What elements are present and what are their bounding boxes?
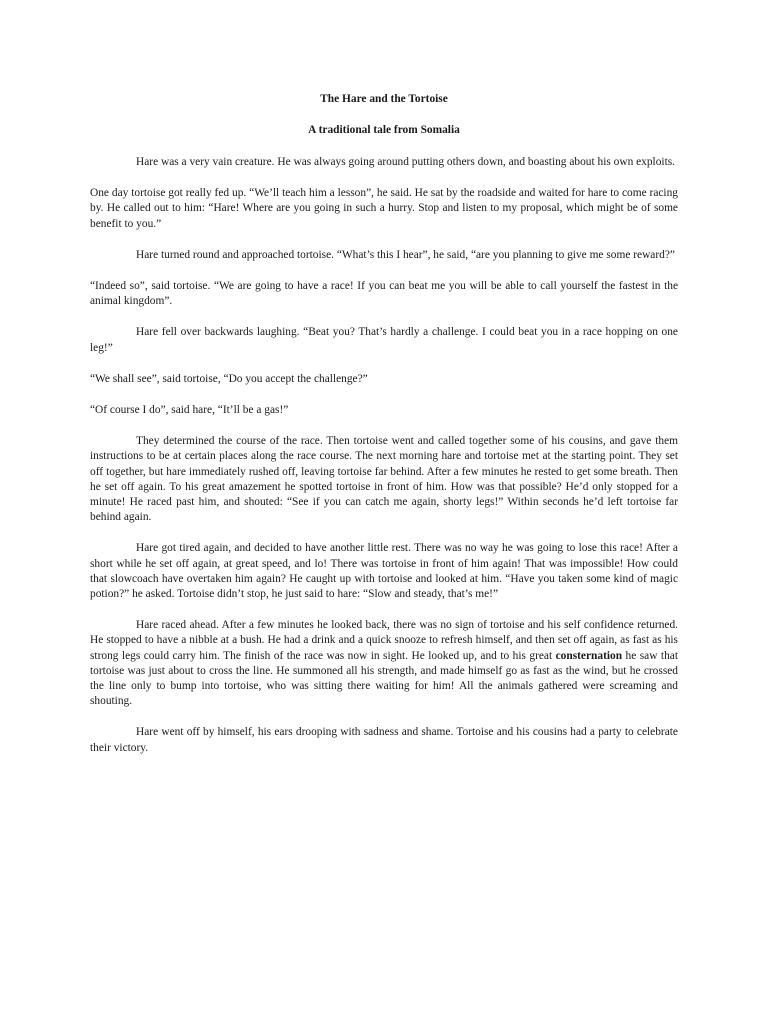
paragraph-1: Hare was a very vain creature. He was always going around putting others down, and boasting about his own exploits. <box>136 156 676 168</box>
paragraph-5: Hare fell over backwards laughing. “Beat you? That’s hardly a challenge. I could beat you in a race hopping on one leg!” <box>90 326 678 354</box>
document-title: The Hare and the Tortoise <box>320 93 448 105</box>
paragraph-7: “Of course I do”, said hare, “It’ll be a gas!” <box>90 404 289 417</box>
document-subtitle: A traditional tale from Somalia <box>308 124 460 136</box>
paragraph-8: They determined the course of the race. Then tortoise went and called together some of his cousins, and gave them instructions to be at certain places along the race course. The next morning hare and tortoise met at the starting point. They set off together, but hare immediately rushed off, leaving tortoise far behind. After a few minutes he rested to get some breath. Then he set off again. To his great amazement he spotted tortoise in front of him. How was that possible? He’d only stopped for a minute! He raced past him, and shouted: “See if you can catch me again, shorty legs!” Within seconds he’d left tortoise far behind again. <box>90 435 678 524</box>
paragraph-10-part-1: Hare raced ahead. After a few minutes he looked back, there was no sign of tortoise and his self confidence returned. He stopped to have a nibble at a bush. He had a drink and a quick snooze to refresh himself, and then set off again, as fast as his strong legs could carry him. The finish of the race was now in sight. He looked up, and to his great <box>90 619 678 662</box>
paragraph-2: One day tortoise got really fed up. “We’ll teach him a lesson”, he said. He sat by the roadside and waited for hare to come racing by. He called out to him: “Hare! Where are you going in such a hurry. Stop and listen to my proposal, which might be of some benefit to you.” <box>90 187 678 230</box>
paragraph-3: Hare turned round and approached tortoise. “What’s this I hear”, he said, “are you planning to give me some reward?” <box>136 248 675 261</box>
paragraph-10-part-2: he saw that tortoise was just about to cross the line. He summoned all his strength, and made himself go as fast as the wind, but he crossed the line only to bump into tortoise, who was sitting there waiting for him! All the animals gathered were screaming and shouting. <box>90 649 678 708</box>
paragraph-10 <box>90 618 678 709</box>
paragraph-9: Hare got tired again, and decided to have another little rest. There was no way he was going to lose this race! After a short while he set off again, at great speed, and lo! There was tortoise in front of him again! That was impossible! How could that slowcoach have overtaken him again? He caught up with tortoise and looked at him. “Have you taken some kind of magic potion?” he asked. Tortoise didn’t stop, he just said to hare: “Slow and steady, that’s me!” <box>90 542 678 601</box>
paragraph-11: Hare went off by himself, his ears drooping with sadness and shame. Tortoise and his cousins had a party to celebrate their victory. <box>90 726 678 754</box>
document-page <box>90 92 678 756</box>
paragraph-6: “We shall see”, said tortoise, “Do you accept the challenge?” <box>90 372 368 385</box>
paragraph-4: “Indeed so”, said tortoise. “We are going to have a race! If you can beat me you will be able to call yourself the fastest in the animal kingdom”. <box>90 280 678 308</box>
bold-word-consternation: consternation <box>555 649 623 662</box>
